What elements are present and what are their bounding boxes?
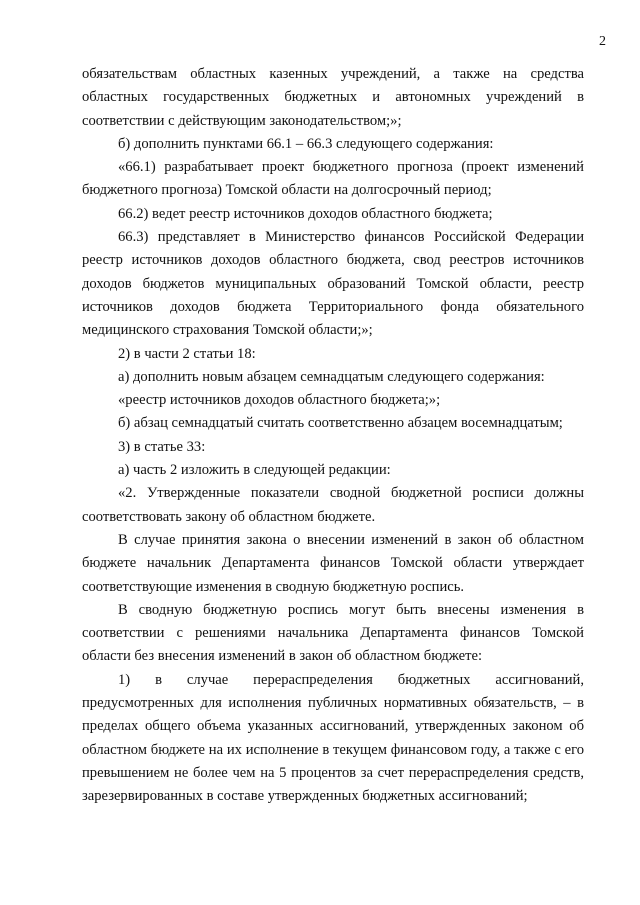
paragraph: «66.1) разрабатывает проект бюджетного прогноза (проект изменений бюджетного прогноза) Томской области на долгосрочный период;	[82, 159, 584, 199]
paragraph: а) дополнить новым абзацем семнадцатым следующего содержания:	[118, 368, 545, 385]
paragraph: 2) в части 2 статьи 18:	[118, 345, 256, 362]
paragraph: а) часть 2 изложить в следующей редакции:	[118, 462, 391, 479]
page-number: 2	[599, 34, 606, 49]
paragraph: В случае принятия закона о внесении изменений в закон об областном бюджете начальник Департамента финансов Томской области утверждает соответствующие изменения в сводную бюджетную роспись.	[82, 531, 584, 595]
paragraph: б) дополнить пунктами 66.1 – 66.3 следующего содержания:	[118, 135, 494, 152]
paragraph: «2. Утвержденные показатели сводной бюджетной росписи должны соответствовать закону об областном бюджете.	[82, 485, 584, 525]
paragraph: 66.3) представляет в Министерство финансов Российской Федерации реестр источников доходов областного бюджета, свод реестров источников доходов бюджетов муниципальных образований Томской области, реестр источников доходов бюджета Территориального фонда обязательного медицинского страхования Томской области;»;	[82, 229, 584, 339]
paragraph: б) абзац семнадцатый считать соответственно абзацем восемнадцатым;	[118, 415, 563, 432]
paragraph: «реестр источников доходов областного бюджета;»;	[118, 392, 441, 409]
paragraph: обязательствам областных казенных учреждений, а также на средства областных государственных бюджетных и автономных учреждений в соответствии с действующим законодательством;»;	[82, 66, 584, 129]
paragraph: 3) в статье 33:	[118, 438, 206, 455]
document-body	[82, 63, 584, 809]
paragraph: 66.2) ведет реестр источников доходов областного бюджета;	[118, 205, 493, 222]
paragraph: В сводную бюджетную роспись могут быть внесены изменения в соответствии с решениями начальника Департамента финансов Томской области без внесения изменений в закон об областном бюджете:	[82, 601, 584, 665]
paragraph: 1) в случае перераспределения бюджетных ассигнований, предусмотренных для исполнения публичных нормативных обязательств, – в пределах общего объема указанных ассигнований, утвержденных законом об областном бюджете на их исполнение в текущем финансовом году, а также с его превышением не более чем на 5 процентов за счет перераспределения средств, зарезервированных в составе утвержденных бюджетных ассигнований;	[82, 671, 584, 805]
